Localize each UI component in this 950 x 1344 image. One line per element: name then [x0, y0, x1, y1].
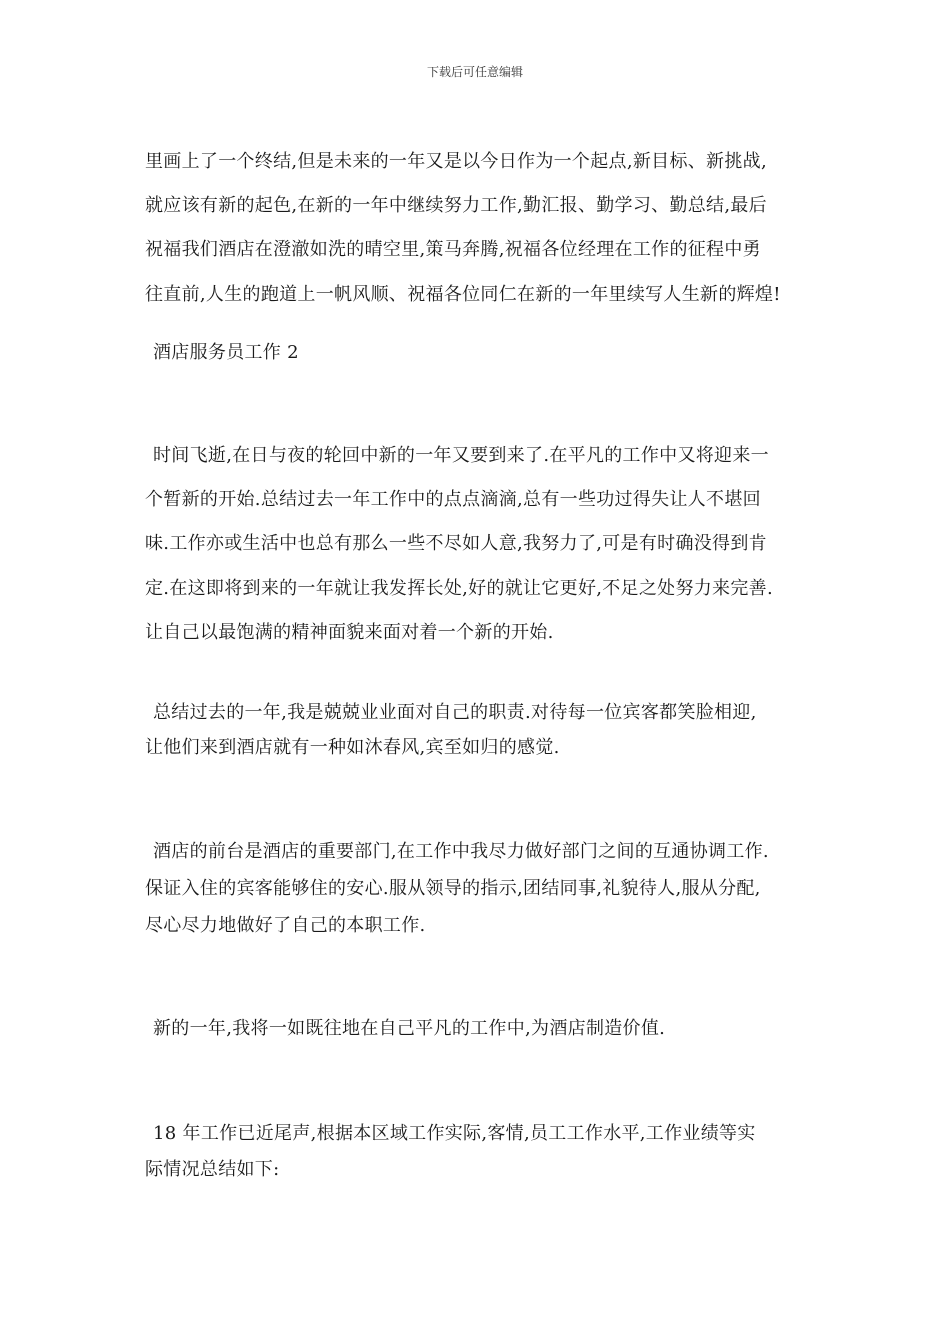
text-line: 里画上了一个终结,但是未来的一年又是以今日作为一个起点,新目标、新挑战,: [145, 151, 767, 172]
page-header-note: 下载后可任意编辑: [426, 65, 523, 79]
text-line: 祝福我们酒店在澄澈如洗的晴空里,策马奔腾,祝福各位经理在工作的征程中勇: [145, 239, 761, 260]
text-line: 保证入住的宾客能够住的安心.服从领导的指示,团结同事,礼貌待人,服从分配,: [145, 878, 761, 899]
section-heading: 酒店服务员工作 2: [153, 342, 299, 363]
text-line: 个暂新的开始.总结过去一年工作中的点点滴滴,总有一些功过得失让人不堪回: [145, 489, 761, 510]
text-line: 让自己以最饱满的精神面貌来面对着一个新的开始.: [145, 622, 554, 643]
text-line: 往直前,人生的跑道上一帆风顺、祝福各位同仁在新的一年里续写人生新的辉煌!: [145, 284, 781, 305]
text-line: 味.工作亦或生活中也总有那么一些不尽如人意,我努力了,可是有时确没得到肯: [145, 533, 767, 554]
text-line: 酒店的前台是酒店的重要部门,在工作中我尽力做好部门之间的互通协调工作.: [153, 841, 769, 862]
text-line: 18 年工作已近尾声,根据本区域工作实际,客情,员工工作水平,工作业绩等实: [153, 1123, 756, 1144]
text-line: 定.在这即将到来的一年就让我发挥长处,好的就让它更好,不足之处努力来完善.: [145, 578, 773, 599]
text-line: 际情况总结如下:: [145, 1159, 280, 1180]
text-line: 时间飞逝,在日与夜的轮回中新的一年又要到来了.在平凡的工作中又将迎来一: [153, 445, 769, 466]
text-line: 就应该有新的起色,在新的一年中继续努力工作,勤汇报、勤学习、勤总结,最后: [145, 195, 767, 216]
text-line: 尽心尽力地做好了自己的本职工作.: [145, 915, 426, 936]
text-line: 让他们来到酒店就有一种如沐春风,宾至如归的感觉.: [145, 737, 560, 758]
text-line: 新的一年,我将一如既往地在自己平凡的工作中,为酒店制造价值.: [153, 1018, 666, 1039]
text-line: 总结过去的一年,我是兢兢业业面对自己的职责.对待每一位宾客都笑脸相迎,: [153, 702, 757, 723]
